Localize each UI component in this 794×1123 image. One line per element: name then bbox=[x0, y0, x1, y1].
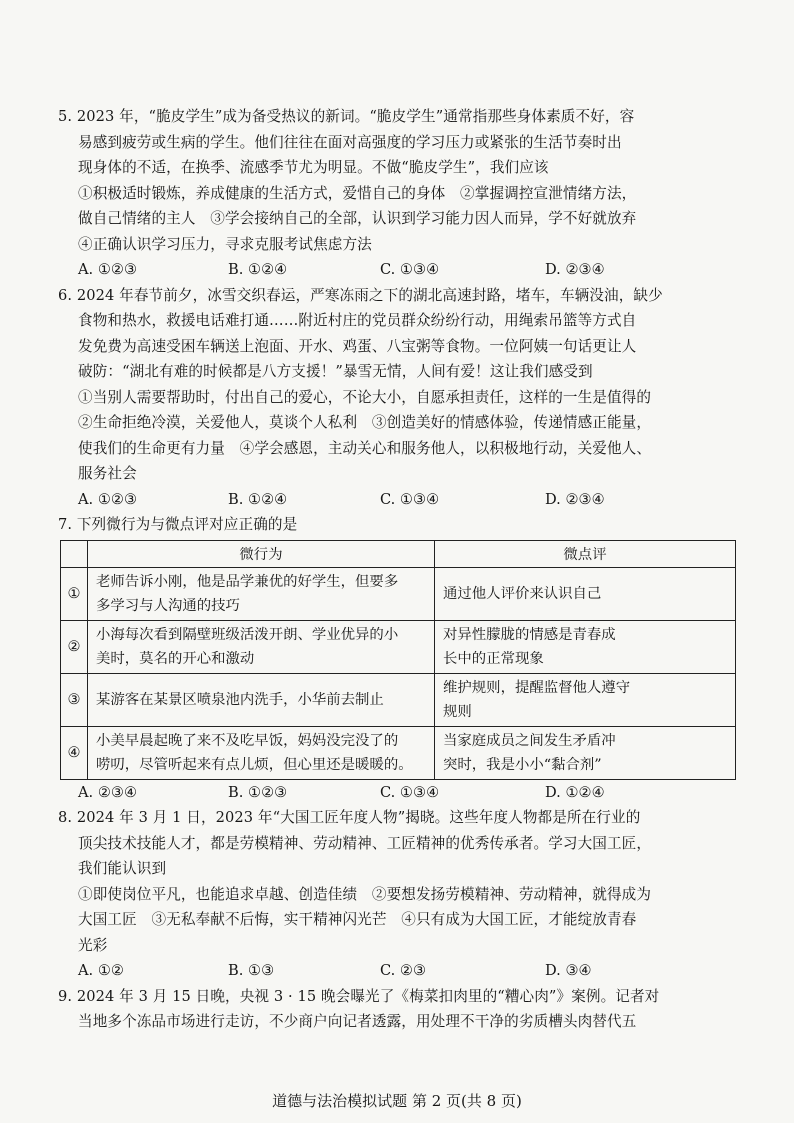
question-8 bbox=[58, 805, 738, 984]
behavior-line: 唠叨，尽管听起来有点儿烦，但心里还是暖暖的。 bbox=[96, 756, 413, 773]
choice-d: D. ②③④ bbox=[545, 261, 605, 278]
q9-line: 当地多个冻品市场进行走访，不少商户向记者透露，用处理不干净的劣质槽头肉替代五 bbox=[78, 1013, 637, 1030]
comment-line: 对异性朦胧的情感是青春成 bbox=[443, 626, 616, 643]
exam-page bbox=[58, 104, 738, 1035]
choice-b: B. ①②④ bbox=[228, 490, 288, 508]
table-row bbox=[61, 673, 736, 726]
q9-line: 9. 2024 年 3 月 15 日晚，央视 3 · 15 晚会曝光了《梅菜扣肉里的“糟心肉”》案例。记者对 bbox=[58, 987, 660, 1005]
comment-line: 规则 bbox=[443, 703, 472, 720]
question-7 bbox=[58, 512, 738, 805]
row-comment bbox=[435, 673, 736, 726]
q8-line: 8. 2024 年 3 月 1 日，2023 年“大国工匠年度人物”揭晓。这些年度人物都是所在行业的 bbox=[58, 809, 641, 826]
q6-line: 6. 2024 年春节前夕，冰雪交织春运，严寒冻雨之下的湖北高速封路，堵车，车辆没油，缺少 bbox=[58, 286, 663, 304]
comment-line: 维护规则，提醒监督他人遵守 bbox=[443, 679, 631, 696]
comment-line: 长中的正常现象 bbox=[443, 650, 544, 667]
q5-line: 易感到疲劳或生病的学生。他们往往在面对高强度的学习压力或紧张的生活节奏时出 bbox=[78, 133, 622, 151]
row-comment bbox=[435, 620, 736, 673]
behavior-line: 小美早晨起晚了来不及吃早饭，妈妈没完没了的 bbox=[96, 732, 399, 749]
choice-c: C. ①③④ bbox=[380, 490, 440, 508]
q5-line: 5. 2023 年，“脆皮学生”成为备受热议的新词。“脆皮学生”通常指那些身体素质不好，容 bbox=[58, 108, 635, 125]
q6-choices bbox=[58, 487, 738, 513]
table-row bbox=[61, 620, 736, 673]
table-row bbox=[61, 567, 736, 620]
q6-line: ②生命拒绝冷漠，关爱他人，莫谈个人私利 ③创造美好的情感体验，传递情感正能量， bbox=[78, 414, 652, 431]
choice-b: B. ①②④ bbox=[228, 261, 288, 278]
choice-d: D. ③④ bbox=[545, 962, 592, 979]
question-9 bbox=[58, 984, 738, 1035]
q6-line: 服务社会 bbox=[78, 465, 137, 482]
header-comment: 微点评 bbox=[435, 540, 736, 567]
q7-stem: 7. 下列微行为与微点评对应正确的是 bbox=[58, 516, 298, 533]
row-behavior bbox=[88, 726, 435, 779]
behavior-line: 多学习与人沟通的技巧 bbox=[96, 597, 240, 614]
question-5 bbox=[58, 104, 738, 283]
row-comment bbox=[435, 726, 736, 779]
q5-choices bbox=[58, 257, 738, 283]
table-row bbox=[61, 726, 736, 779]
behavior-line: 某游客在某景区喷泉池内洗手，小华前去制止 bbox=[96, 691, 384, 708]
choice-c: C. ①③④ bbox=[380, 261, 440, 278]
question-6 bbox=[58, 283, 738, 513]
choice-a: A. ②③④ bbox=[78, 783, 138, 801]
row-index: ④ bbox=[61, 726, 88, 779]
q6-line: ①当别人需要帮助时，付出自己的爱心，不论大小，自愿承担责任，这样的一生是值得的 bbox=[78, 388, 652, 406]
q5-line: ④正确认识学习压力，寻求克服考试焦虑方法 bbox=[78, 235, 372, 253]
comment-line: 通过他人评价来认识自己 bbox=[443, 585, 602, 602]
behavior-line: 美时，莫名的开心和激动 bbox=[96, 650, 255, 667]
row-index: ③ bbox=[61, 673, 88, 726]
header-index bbox=[61, 540, 88, 567]
q6-line: 食物和热水，救援电话难打通……附近村庄的党员群众纷纷行动，用绳索吊篮等方式自 bbox=[78, 312, 637, 329]
comment-line: 突时，我是小小“黏合剂” bbox=[443, 756, 602, 773]
page-footer: 道德与法治模拟试题 第 2 页(共 8 页) bbox=[272, 1092, 522, 1110]
table-header-row bbox=[61, 540, 736, 567]
q5-line: 现身体的不适，在换季、流感季节尤为明显。不做“脆皮学生”，我们应该 bbox=[78, 159, 549, 176]
q8-line: ①即使岗位平凡，也能追求卓越、创造佳绩 ②要想发扬劳模精神、劳动精神，就得成为 bbox=[78, 885, 652, 903]
comment-line: 当家庭成员之间发生矛盾冲 bbox=[443, 732, 616, 749]
q6-line: 破防：“湖北有难的时候都是八方支援！”暴雪无情，人间有爱！这让我们感受到 bbox=[78, 363, 593, 380]
q6-line: 使我们的生命更有力量 ④学会感恩，主动关心和服务他人，以积极地行动，关爱他人、 bbox=[78, 439, 652, 457]
row-index: ① bbox=[61, 567, 88, 620]
row-behavior bbox=[88, 673, 435, 726]
choice-b: B. ①②③ bbox=[228, 783, 288, 801]
choice-a: A. ①② bbox=[78, 962, 124, 979]
row-behavior bbox=[88, 567, 435, 620]
q8-line: 我们能认识到 bbox=[78, 860, 167, 877]
behavior-line: 小海每次看到隔壁班级活泼开朗、学业优异的小 bbox=[96, 626, 399, 643]
q8-line: 光彩 bbox=[78, 936, 108, 954]
q8-choices bbox=[58, 958, 738, 984]
header-behavior: 微行为 bbox=[88, 540, 435, 567]
q8-line: 顶尖技术技能人才，都是劳模精神、劳动精神、工匠精神的优秀传承者。学习大国工匠， bbox=[78, 834, 652, 852]
q5-line: 做自己情绪的主人 ③学会接纳自己的全部，认识到学习能力因人而异，学不好就放弃 bbox=[78, 210, 637, 227]
q7-choices bbox=[58, 780, 738, 806]
row-behavior bbox=[88, 620, 435, 673]
row-comment bbox=[435, 567, 736, 620]
choice-c: C. ①③④ bbox=[380, 783, 440, 801]
q7-table bbox=[60, 540, 736, 780]
choice-c: C. ②③ bbox=[380, 962, 427, 979]
choice-d: D. ①②④ bbox=[545, 783, 605, 801]
behavior-line: 老师告诉小刚，他是品学兼优的好学生，但要多 bbox=[96, 573, 399, 590]
choice-d: D. ②③④ bbox=[545, 490, 605, 508]
q8-line: 大国工匠 ③无私奉献不后悔，实干精神闪光芒 ④只有成为大国工匠，才能绽放青春 bbox=[78, 911, 637, 928]
choice-a: A. ①②③ bbox=[78, 261, 138, 278]
q6-line: 发免费为高速受困车辆送上泡面、开水、鸡蛋、八宝粥等食物。一位阿姨一句话更让人 bbox=[78, 337, 637, 355]
choice-a: A. ①②③ bbox=[78, 490, 138, 508]
row-index: ② bbox=[61, 620, 88, 673]
choice-b: B. ①③ bbox=[228, 962, 275, 979]
q5-line: ①积极适时锻炼，养成健康的生活方式，爱惜自己的身体 ②掌握调控宣泄情绪方法， bbox=[78, 184, 637, 202]
